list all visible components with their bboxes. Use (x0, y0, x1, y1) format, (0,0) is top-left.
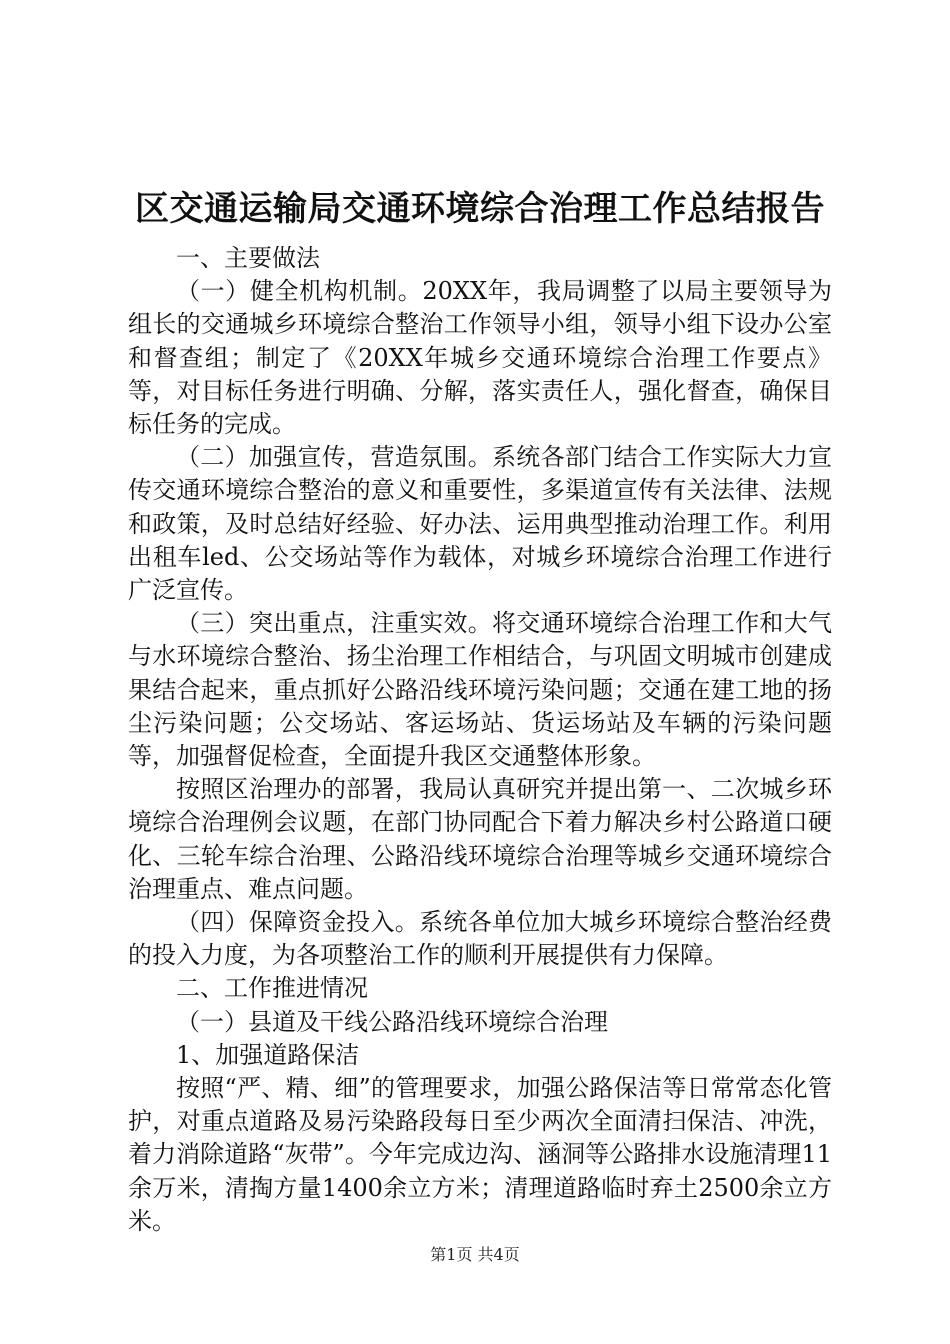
paragraph-funding: （四）保障资金投入。系统各单位加大城乡环境综合整治经费的投入力度，为各项整治工作的顺利开展提供有力保障。 (128, 908, 832, 970)
document-title: 区交通运输局交通环境综合治理工作总结报告 (135, 189, 825, 229)
paragraph-mechanism: （一）健全机构机制。20XX年，我局调整了以局主要领导为组长的交通城乡环境综合整治工作领导小组，领导小组下设办公室和督查组；制定了《20XX年城乡交通环境综合治理工作要点》等，对目标任务进行明确、分解，落实责任人，强化督查，确保目标任务的完成。 (128, 277, 832, 439)
paragraph-key-points: （三）突出重点，注重实效。将交通环境综合治理工作和大气与水环境综合整治、扬尘治理工作相结合，与巩固文明城市创建成果结合起来，重点抓好公路沿线环境污染问题；交通在建工地的扬尘污染问题；公交场站、客运场站、货运场站及车辆的污染问题等，加强督促检查，全面提升我区交通整体形象。 (128, 609, 832, 771)
document-page (128, 184, 832, 1238)
paragraph-deployment: 按照区治理办的部署，我局认真研究并提出第一、二次城乡环境综合治理例会议题，在部门协同配合下着力解决乡村公路道口硬化、三轮车综合治理、公路沿线环境综合治理等城乡交通环境综合治理重点、难点问题。 (128, 775, 832, 903)
section-heading-progress: 二、工作推进情况 (176, 974, 368, 1003)
page-number-footer: 第1页 共4页 (430, 1245, 520, 1264)
paragraph-publicity: （二）加强宣传，营造氛围。系统各部门结合工作实际大力宣传交通环境综合整治的意义和重要性，多渠道宣传有关法律、法规和政策，及时总结好经验、好办法、运用典型推动治理工作。利用出租车led、公交场站等作为载体，对城乡环境综合治理工作进行广泛宣传。 (128, 443, 832, 605)
section-heading-main-practices: 一、主要做法 (176, 244, 320, 272)
item-heading-road-cleaning: 1、加强道路保洁 (176, 1040, 360, 1069)
paragraph-road-cleaning: 按照“严、精、细”的管理要求，加强公路保洁等日常常态化管护，对重点道路及易污染路段每日至少两次全面清扫保洁、冲洗，着力消除道路“灰带”。今年完成边沟、涵洞等公路排水设施清理11余万米，清掏方量1400余立方米；清理道路临时弃土2500余立方米。 (128, 1074, 832, 1235)
subsection-heading-roads: （一）县道及干线公路沿线环境综合治理 (176, 1007, 608, 1036)
